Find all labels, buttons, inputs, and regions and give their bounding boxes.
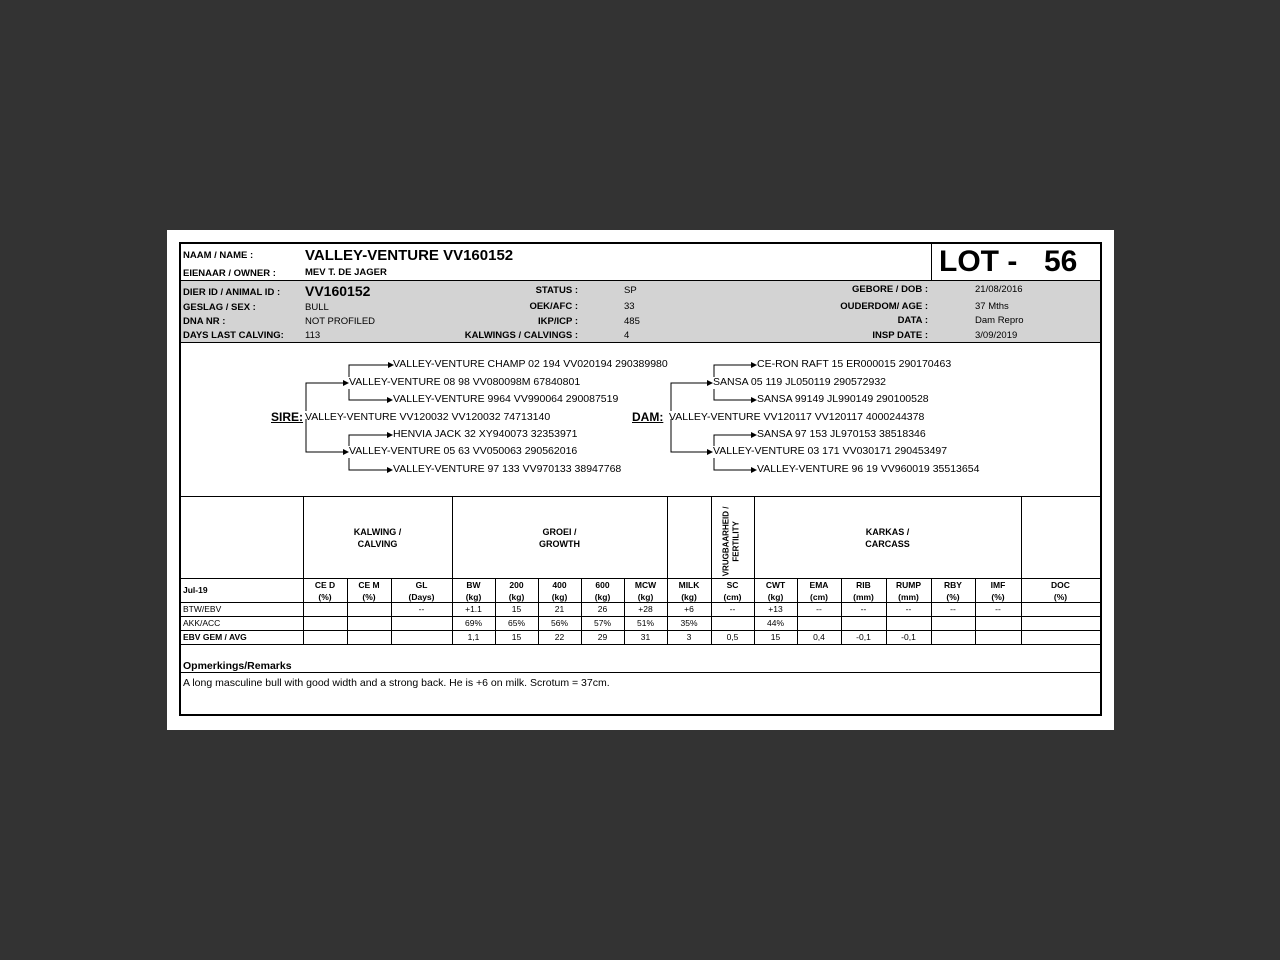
ebv-cell: -- — [905, 604, 912, 614]
table-divider — [1021, 496, 1022, 644]
table-divider — [711, 496, 712, 644]
status-value: SP — [624, 285, 637, 296]
column-header-mcw: MCW (kg) — [634, 580, 657, 603]
dna-value: NOT PROFILED — [305, 316, 376, 327]
data-value: Dam Repro — [975, 315, 1024, 326]
sire-name: VALLEY-VENTURE VV120032 VV120032 74713140 — [305, 411, 551, 423]
status-label: STATUS : — [535, 285, 578, 296]
sire-sire-name: VALLEY-VENTURE 08 98 VV080098M 67840801 — [349, 376, 581, 388]
name-label: NAAM / NAME : — [183, 250, 254, 261]
age-label: OUDERDOM/ AGE : — [840, 301, 928, 312]
ebv-cell: 15 — [511, 604, 522, 614]
dam-sire-sire-name: CE-RON RAFT 15 ER000015 290170463 — [757, 358, 952, 370]
column-header-ce-m: CE M (%) — [358, 580, 380, 603]
dob-value: 21/08/2016 — [975, 284, 1023, 295]
remarks-text: A long masculine bull with good width and a strong back. He is +6 on milk. Scrotum = 37cm. — [183, 677, 610, 689]
lot-card — [179, 242, 1102, 716]
dam-sire-name: SANSA 05 119 JL050119 290572932 — [713, 376, 887, 388]
table-rule — [181, 616, 1100, 617]
ebv-cell: 69% — [464, 618, 482, 628]
row-label-btw-ebv: BTW/EBV — [183, 604, 222, 614]
sire-dam-dam-name: VALLEY-VENTURE 97 133 VV970133 38947768 — [393, 463, 622, 475]
column-header-imf: IMF (%) — [990, 580, 1006, 603]
dob-label: GEBORE / DOB : — [851, 284, 928, 295]
age-value: 37 Mths — [975, 301, 1009, 312]
ebv-cell: 15 — [511, 632, 522, 642]
table-rule — [181, 644, 1100, 645]
insp-date-value: 3/09/2019 — [975, 330, 1018, 341]
days-last-calving-label: DAYS LAST CALVING: — [183, 330, 284, 341]
animal-id-label: DIER ID / ANIMAL ID : — [183, 287, 281, 298]
dam-label: DAM: — [632, 410, 664, 424]
column-header-rby: RBY (%) — [944, 580, 962, 603]
ebv-cell: +13 — [768, 604, 783, 614]
dam-dam-sire-name: SANSA 97 153 JL970153 38518346 — [757, 428, 926, 440]
ebv-cell: -0,1 — [856, 632, 871, 642]
table-rule — [181, 496, 1100, 497]
ebv-cell: -- — [729, 604, 736, 614]
dam-dam-dam-name: VALLEY-VENTURE 96 19 VV960019 35513654 — [757, 463, 980, 475]
group-growth-label: GROEI / GROWTH — [539, 527, 580, 550]
icp-label: IKP/ICP : — [538, 316, 578, 327]
dam-dam-name: VALLEY-VENTURE 03 171 VV030171 290453497 — [713, 445, 948, 457]
column-header-bw: BW (kg) — [465, 580, 482, 603]
ebv-cell: 44% — [766, 618, 784, 628]
row-label-ebv-gem-avg: EBV GEM / AVG — [183, 632, 247, 642]
ebv-cell: -- — [860, 604, 867, 614]
column-header-cwt: CWT (kg) — [765, 580, 786, 603]
column-header-200: 200 (kg) — [508, 580, 525, 603]
group-fertility-label: VRUGBAARHEID / FERTILITY — [721, 506, 741, 577]
ebv-cell: 56% — [550, 618, 568, 628]
ebv-cell: 0,4 — [813, 632, 825, 642]
calvings-value: 4 — [624, 330, 630, 341]
ebv-cell: -- — [995, 604, 1001, 614]
sire-dam-sire-name: HENVIA JACK 32 XY940073 32353971 — [393, 428, 578, 440]
animal-id-value: VV160152 — [305, 283, 371, 299]
ebv-cell: 15 — [770, 632, 781, 642]
ebv-cell: 1,1 — [467, 632, 480, 642]
calvings-label: KALWINGS / CALVINGS : — [464, 330, 578, 341]
ebv-cell: 21 — [554, 604, 565, 614]
afc-label: OEK/AFC : — [529, 301, 578, 312]
owner-label: EIENAAR / OWNER : — [183, 268, 276, 279]
ebv-cell: -- — [950, 604, 956, 614]
ebv-cell: 65% — [507, 618, 525, 628]
column-header-milk: MILK (kg) — [678, 580, 700, 603]
ebv-cell: 31 — [640, 632, 651, 642]
ebv-cell: 57% — [593, 618, 611, 628]
row-label-akk-acc: AKK/ACC — [183, 618, 221, 628]
group-carcass-label: KARKAS / CARCASS — [865, 527, 910, 550]
column-header-400: 400 (kg) — [551, 580, 568, 603]
lot-label: LOT - — [939, 245, 1018, 278]
column-header-sc: SC (cm) — [723, 580, 742, 603]
ebv-cell: 51% — [636, 618, 654, 628]
ebv-cell: -- — [418, 604, 425, 614]
dam-name: VALLEY-VENTURE VV120117 VV120117 4000244378 — [669, 411, 925, 423]
sire-label: SIRE: — [271, 410, 304, 424]
ebv-cell: 3 — [686, 632, 692, 642]
ebv-cell: -0,1 — [901, 632, 916, 642]
column-header-rib: RIB (mm) — [853, 580, 874, 603]
icp-value: 485 — [624, 316, 640, 327]
column-header-600: 600 (kg) — [594, 580, 611, 603]
data-label: DATA : — [897, 315, 928, 326]
ebv-cell: 29 — [597, 632, 608, 642]
dam-sire-dam-name: SANSA 99149 JL990149 290100528 — [757, 393, 929, 405]
column-header-gl: GL (Days) — [408, 580, 435, 603]
ebv-cell: +28 — [638, 604, 653, 614]
column-header-ce-d: CE D (%) — [314, 580, 336, 603]
table-rule — [181, 672, 1100, 673]
ebv-cell: +6 — [684, 604, 694, 614]
lot-number: 56 — [1044, 245, 1078, 278]
remarks-title: Opmerkings/Remarks — [183, 660, 292, 672]
column-header-doc: DOC (%) — [1051, 580, 1070, 603]
period-label: Jul-19 — [183, 585, 208, 595]
sex-label: GESLAG / SEX : — [183, 302, 256, 313]
table-rule — [181, 630, 1100, 631]
column-header-rump: RUMP (mm) — [895, 580, 922, 603]
sex-value: BULL — [305, 302, 329, 313]
table-divider — [303, 496, 304, 644]
ebv-cell: 35% — [680, 618, 698, 628]
afc-value: 33 — [624, 301, 635, 312]
days-last-calving-value: 113 — [305, 330, 321, 341]
pedigree-section — [181, 344, 1104, 497]
lot-sheet — [167, 230, 1114, 730]
column-header-ema: EMA (cm) — [809, 580, 829, 603]
animal-name: VALLEY-VENTURE VV160152 — [305, 247, 514, 264]
sire-sire-dam-name: VALLEY-VENTURE 9964 VV990064 290087519 — [393, 393, 619, 405]
sire-dam-name: VALLEY-VENTURE 05 63 VV050063 290562016 — [349, 445, 578, 457]
ebv-cell: 26 — [597, 604, 608, 614]
owner-value: MEV T. DE JAGER — [305, 267, 387, 278]
ebv-cell: -- — [816, 604, 822, 614]
group-calving-label: KALWING / CALVING — [353, 527, 402, 550]
ebv-cell: +1.1 — [465, 604, 482, 614]
sire-sire-sire-name: VALLEY-VENTURE CHAMP 02 194 VV020194 290389980 — [393, 358, 668, 370]
ebv-cell: 22 — [554, 632, 565, 642]
ebv-cell: 0,5 — [726, 632, 739, 642]
dna-label: DNA NR : — [183, 316, 226, 327]
insp-date-label: INSP DATE : — [872, 330, 928, 341]
